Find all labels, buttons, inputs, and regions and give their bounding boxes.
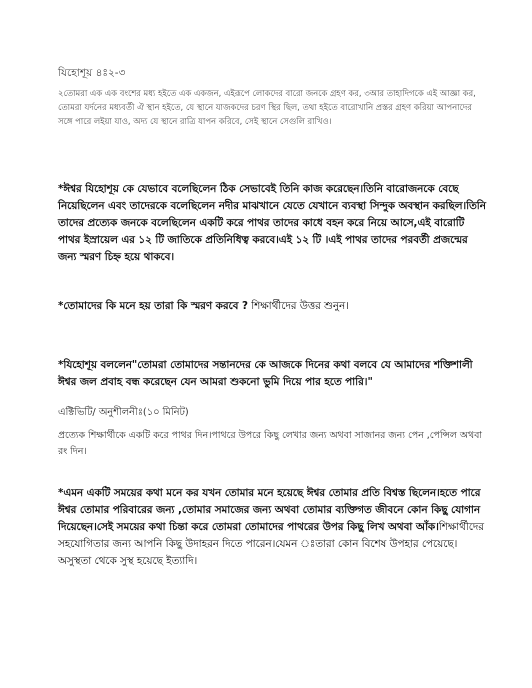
discussion-question	[58, 298, 488, 315]
scripture-reference: যিহোশূয় ৪ঃ২-৩	[58, 67, 126, 79]
question-instruction: শিক্ষার্থীদের উত্তর শুনুন।	[247, 300, 349, 312]
reflection-prompt: *এমন একটি সময়ের কথা মনে কর যখন তোমার মনে হয়েছে ঈশ্বর তোমার প্রতি বিশ্বস্ত ছিলেন।হতে পারে ঈশ্বর তোমার পরিবারের জন্য ,তোমার সমাজের জন্য অথবা তোমার ব্যক্তিগত জীবনে কোন কিছু যোগান দিয়েছেন।সেই সময়ের কথা চিন্তা করে তোমরা তোমাদের পাথরের উপর কিছু লিখ অথবা আঁক।	[58, 487, 481, 533]
activity-instructions: প্রত্যেক শিক্ষার্থীকে একটি করে পাথর দিন।পাথরে উপরে কিছু লেখার জন্য অথবা সাজানর জন্য পেন ,পেন্সিল অথবা রং দিন।	[58, 430, 483, 457]
explanation-paragraph: *ঈশ্বর যিহোশূয় কে যেভাবে বলেছিলেন ঠিক সেভাবেই তিনি কাজ করেছেন।তিনি বারোজনকে বেছে নিয়েছিলেন এবং তাদেরকে বলেছিলেন নদীর মাঝখানে যেতে যেখানে ব্যবস্থা সিন্দুক অবস্থান করছিল।তিনি তাদের প্রত্যেক জনকে বলেছিলেন একটি করে পাথর তাদের কাধে বহন করে নিয়ে আসে,এই বারোটি পাথর ইস্রায়েল এর ১২ টি জাতিকে প্রতিনিধিত্ব করবে।এই ১২ টি ।এই পাথর তাদের পরবর্তী প্রজন্মের জন্য স্মরণ চিহ্ন হয়ে থাকবে।	[58, 183, 486, 263]
reflection-paragraph	[58, 485, 488, 570]
question-text: *তোমাদের কি মনে হয় তারা কি স্মরণ করবে ?	[58, 300, 248, 312]
activity-title: এক্টিভিটি/ অনুশীলনীঃ(১০ মিনিট)	[58, 407, 189, 418]
scripture-verse-text: ২তোমরা এক এক বংশের মধ্য হইতে এক একজন, এইরূপে লোকদের বারো জনকে গ্রহণ কর, ৩আর তাহাদিগকে এই আজ্ঞা কর, তোমরা যর্দনের মধ্যবর্তী ঐ স্থান হইতে, যে স্থানে যাজকদের চরণ স্থির ছিল, তথা হইতে বারোখানি প্রস্তর গ্রহণ করিয়া আপনাদের সঙ্গে পারে লইয়া যাও, অদ্য যে স্থানে রাত্রি যাপন করিবে, সেই স্থানে সেগুলি রাখিও।	[58, 88, 476, 126]
teacher-help-note: শিক্ষার্থীদের সহযোগিতার জন্য আপনি কিছু উদাহরন দিতে পারেন।যেমন ঃতারা কোন বিশেষ উপহার পেয়েছে।অসুস্থতা থেকে সুস্থ হয়েছে ইত্যাদি।	[58, 521, 484, 567]
joshua-quote: *যিহোশূয় বললেন"তোমরা তোমাদের সন্তানদের কে আজকে দিনের কথা বলবে যে আমাদের শক্তিশালী ঈশ্বর জল প্রবাহ বন্ধ করেছেন যেন আমরা শুকনো ভুমি দিয়ে পার হতে পারি।"	[58, 359, 473, 388]
